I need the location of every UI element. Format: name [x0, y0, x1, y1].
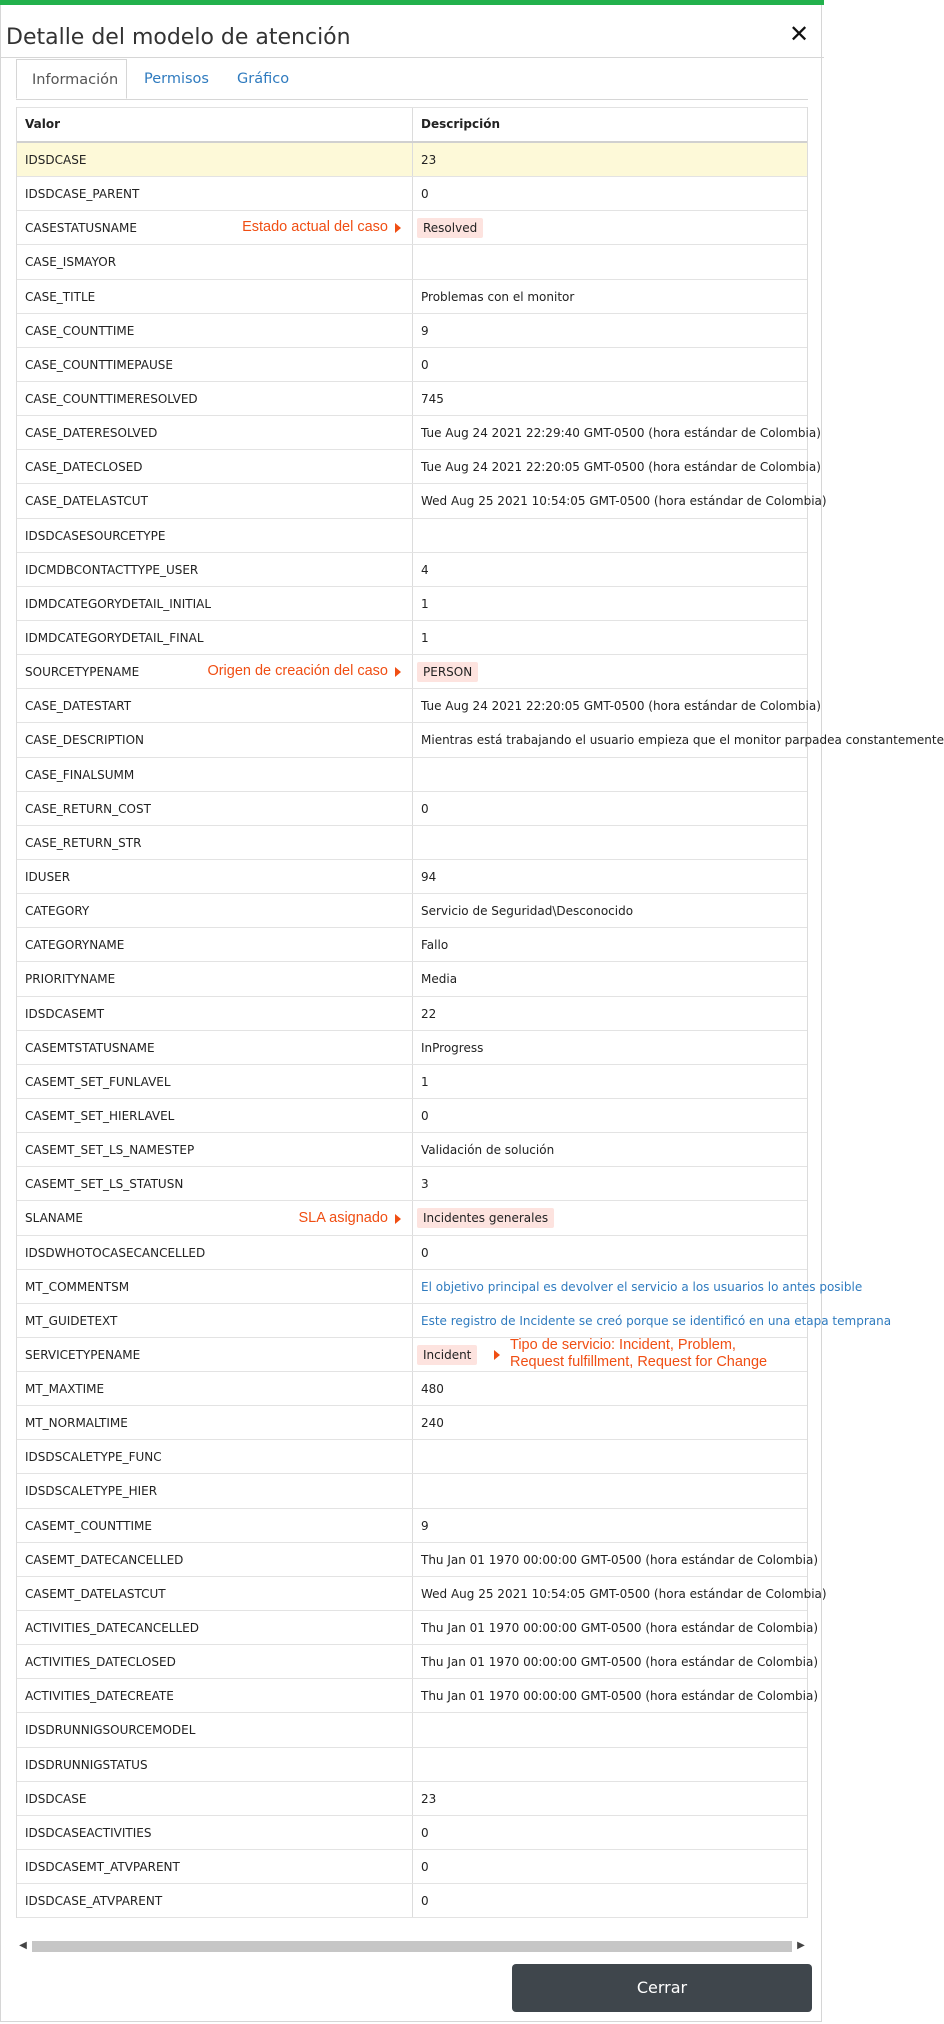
field-value-cell: Wed Aug 25 2021 10:54:05 GMT-0500 (hora estándar de Colombia)	[421, 494, 827, 509]
field-value-cell: 0	[421, 1245, 429, 1260]
field-name-cell: IDSDSCALETYPE_HIER	[17, 1474, 413, 1507]
field-name-cell: CASE_COUNTTIMEPAUSE	[17, 348, 413, 381]
table-row[interactable]	[17, 1884, 807, 1918]
scrollbar-track[interactable]	[32, 1941, 792, 1952]
field-value-cell: 480	[421, 1382, 444, 1397]
field-name-cell: CASEMTSTATUSNAME	[17, 1031, 413, 1064]
header-divider	[0, 57, 824, 58]
field-value-cell: Fallo	[421, 938, 449, 953]
table-row[interactable]	[17, 689, 821, 723]
field-value-cell: Thu Jan 01 1970 00:00:00 GMT-0500 (hora estándar de Colombia)	[421, 1689, 819, 1704]
field-value-cell: El objetivo principal es devolver el servicio a los usuarios lo antes posible	[421, 1279, 863, 1294]
table-row[interactable]	[17, 1065, 807, 1099]
field-name-cell: CASE_DATERESOLVED	[17, 416, 413, 449]
column-header-valor[interactable]: Valor	[17, 108, 413, 141]
table-row[interactable]	[17, 1406, 807, 1440]
annotation-arrow-icon	[494, 1350, 500, 1360]
annotation-arrow-icon	[395, 667, 401, 677]
table-row[interactable]	[17, 348, 807, 382]
table-row[interactable]	[17, 1372, 807, 1406]
field-value-cell: 9	[421, 323, 429, 338]
field-name-cell: CASEMT_DATELASTCUT	[17, 1577, 413, 1610]
table-row[interactable]	[17, 211, 807, 245]
highlighted-value: Resolved	[417, 218, 483, 238]
field-value-cell: Mientras está trabajando el usuario empieza que el monitor parpadea constantemente	[421, 733, 944, 748]
field-name-cell: CASEMT_DATECANCELLED	[17, 1543, 413, 1576]
field-value-cell: 0	[421, 1108, 429, 1123]
field-value-cell: 745	[421, 391, 444, 406]
table-row[interactable]	[17, 1509, 807, 1543]
field-name-cell: IDCMDBCONTACTTYPE_USER	[17, 553, 413, 586]
field-name-cell: CASE_RETURN_STR	[17, 826, 413, 859]
field-value-cell: 0	[421, 1825, 429, 1840]
table-row[interactable]	[17, 519, 807, 553]
field-value-cell	[413, 245, 807, 278]
field-name-cell: IDMDCATEGORYDETAIL_INITIAL	[17, 587, 413, 620]
field-value-cell: Tue Aug 24 2021 22:20:05 GMT-0500 (hora estándar de Colombia)	[421, 699, 821, 714]
dialog-title: Detalle del modelo de atención	[6, 25, 351, 50]
field-value-cell	[413, 655, 807, 688]
field-name-cell: CASEMT_COUNTTIME	[17, 1509, 413, 1542]
field-value-cell: Media	[421, 972, 458, 987]
close-icon[interactable]: ✕	[788, 20, 810, 48]
table-row[interactable]	[17, 177, 807, 211]
field-name-cell: CATEGORY	[17, 894, 413, 927]
annotation-label: Request fulfillment, Request for Change	[510, 1354, 768, 1371]
field-name-cell: ACTIVITIES_DATECLOSED	[17, 1645, 413, 1678]
field-name-cell: SERVICETYPENAME	[17, 1338, 413, 1371]
table-row[interactable]	[17, 1474, 807, 1508]
field-name-cell: ACTIVITIES_DATECANCELLED	[17, 1611, 413, 1644]
field-value-cell	[413, 1713, 807, 1746]
field-name-cell: CASE_RETURN_COST	[17, 792, 413, 825]
field-name-cell: MT_COMMENTSM	[17, 1270, 413, 1303]
table-row[interactable]	[17, 792, 807, 826]
field-value-cell: 1	[421, 596, 429, 611]
grid-body	[17, 143, 944, 1918]
dialog-header	[0, 5, 824, 57]
field-value-cell: Este registro de Incidente se creó porque se identificó en una etapa temprana	[421, 1313, 892, 1328]
annotation-label: Tipo de servicio: Incident, Problem,	[510, 1337, 736, 1354]
highlighted-value: Incidentes generales	[417, 1208, 554, 1228]
field-name-cell: CASE_FINALSUMM	[17, 758, 413, 791]
field-value-cell	[413, 1201, 807, 1234]
table-row[interactable]	[17, 1031, 807, 1065]
field-name-cell: IDSDCASESOURCETYPE	[17, 519, 413, 552]
field-value-cell: Thu Jan 01 1970 00:00:00 GMT-0500 (hora estándar de Colombia)	[421, 1655, 819, 1670]
field-value-cell	[413, 1440, 807, 1473]
tab-permisos[interactable]: Permisos	[144, 71, 209, 87]
table-row[interactable]	[17, 1270, 863, 1304]
horizontal-scrollbar[interactable]	[16, 1938, 808, 1954]
table-row[interactable]	[17, 1782, 807, 1816]
table-row[interactable]	[17, 1304, 892, 1338]
field-name-cell: IDMDCATEGORYDETAIL_FINAL	[17, 621, 413, 654]
field-value-cell: 22	[421, 1006, 437, 1021]
field-name-cell: IDSDCASE	[17, 143, 413, 176]
field-value-cell	[413, 758, 807, 791]
table-row[interactable]	[17, 1440, 807, 1474]
field-name-cell: CASE_DATELASTCUT	[17, 484, 413, 517]
table-row[interactable]	[17, 1133, 807, 1167]
table-row[interactable]	[17, 1645, 819, 1679]
field-name-cell: ACTIVITIES_DATECREATE	[17, 1679, 413, 1712]
field-value-cell: 0	[421, 801, 429, 816]
field-value-cell: Tue Aug 24 2021 22:20:05 GMT-0500 (hora estándar de Colombia)	[421, 460, 821, 475]
field-value-cell: Validación de solución	[421, 1143, 555, 1158]
field-value-cell: Servicio de Seguridad\Desconocido	[421, 904, 634, 919]
details-grid	[16, 107, 944, 1918]
field-value-cell: Wed Aug 25 2021 10:54:05 GMT-0500 (hora estándar de Colombia)	[421, 1586, 827, 1601]
field-value-cell: 0	[421, 357, 429, 372]
table-row[interactable]	[17, 1816, 807, 1850]
table-row[interactable]	[17, 894, 807, 928]
close-button[interactable]: Cerrar	[512, 1964, 812, 2012]
field-value-cell: Thu Jan 01 1970 00:00:00 GMT-0500 (hora estándar de Colombia)	[421, 1621, 819, 1636]
annotation-arrow-icon	[395, 223, 401, 233]
highlighted-value: PERSON	[417, 662, 478, 682]
field-name-cell: MT_NORMALTIME	[17, 1406, 413, 1439]
field-name-cell: CASE_DATECLOSED	[17, 450, 413, 483]
field-name-cell: IDSDCASE_ATVPARENT	[17, 1884, 413, 1917]
tab-divider	[16, 99, 808, 100]
field-value-cell: InProgress	[421, 1040, 484, 1055]
field-name-cell: CASEMT_SET_HIERLAVEL	[17, 1099, 413, 1132]
field-value-cell: 0	[421, 187, 429, 202]
table-row[interactable]	[17, 1748, 807, 1782]
table-row[interactable]	[17, 1611, 819, 1645]
field-name-cell: CASE_ISMAYOR	[17, 245, 413, 278]
tab-bar	[16, 59, 808, 99]
field-value-cell	[413, 211, 807, 244]
field-value-cell: 0	[421, 1860, 429, 1875]
field-value-cell: 4	[421, 562, 429, 577]
field-value-cell: Thu Jan 01 1970 00:00:00 GMT-0500 (hora estándar de Colombia)	[421, 1552, 819, 1567]
field-value-cell	[413, 1474, 807, 1507]
highlighted-value: Incident	[417, 1345, 477, 1365]
field-name-cell: CASE_TITLE	[17, 280, 413, 313]
field-name-cell: IDSDSCALETYPE_FUNC	[17, 1440, 413, 1473]
field-name-cell: CASE_COUNTTIMERESOLVED	[17, 382, 413, 415]
field-name-cell: IDSDCASEMT_ATVPARENT	[17, 1850, 413, 1883]
table-row[interactable]	[17, 484, 827, 518]
field-name-cell: IDSDCASE	[17, 1782, 413, 1815]
field-value-cell: 94	[421, 869, 437, 884]
field-name-cell: IDSDCASEMT	[17, 997, 413, 1030]
table-row[interactable]	[17, 143, 807, 177]
field-value-cell: 0	[421, 1894, 429, 1909]
table-row[interactable]	[17, 1543, 819, 1577]
scroll-left-icon[interactable]: ◀	[19, 1940, 27, 1951]
field-value-cell: 3	[421, 1177, 429, 1192]
field-name-cell: IDSDCASEACTIVITIES	[17, 1816, 413, 1849]
field-value-cell: 240	[421, 1416, 444, 1431]
field-name-cell: IDSDRUNNIGSTATUS	[17, 1748, 413, 1781]
table-row[interactable]	[17, 1201, 807, 1235]
field-name-cell: CASE_COUNTTIME	[17, 314, 413, 347]
table-row[interactable]	[17, 860, 807, 894]
table-row[interactable]	[17, 382, 807, 416]
scrollbar-thumb[interactable]	[32, 1941, 792, 1952]
field-name-cell: IDSDWHOTOCASECANCELLED	[17, 1236, 413, 1269]
field-value-cell: 23	[421, 1791, 437, 1806]
field-name-cell: MT_MAXTIME	[17, 1372, 413, 1405]
table-row[interactable]	[17, 1099, 807, 1133]
table-row[interactable]	[17, 1713, 807, 1747]
field-value-cell	[413, 826, 807, 859]
tab-grafico[interactable]: Gráfico	[237, 71, 290, 87]
grid-header	[17, 107, 807, 143]
table-row[interactable]	[17, 997, 807, 1031]
table-row[interactable]	[17, 723, 944, 757]
annotation-arrow-icon	[395, 1214, 401, 1224]
field-name-cell: CASEMT_SET_LS_STATUSN	[17, 1167, 413, 1200]
tab-informacion[interactable]: Información	[16, 59, 127, 99]
field-name-cell: IDSDRUNNIGSOURCEMODEL	[17, 1713, 413, 1746]
field-name-cell: CASE_DATESTART	[17, 689, 413, 722]
field-value-cell: 9	[421, 1518, 429, 1533]
field-name-cell: CASEMT_SET_LS_NAMESTEP	[17, 1133, 413, 1166]
field-name-cell: SLANAME	[17, 1201, 413, 1234]
field-name-cell: CASE_DESCRIPTION	[17, 723, 413, 756]
annotation-label: Estado actual del caso	[242, 219, 388, 236]
field-value-cell: 1	[421, 1074, 429, 1089]
field-name-cell: MT_GUIDETEXT	[17, 1304, 413, 1337]
table-row[interactable]	[17, 1167, 807, 1201]
field-name-cell: CATEGORYNAME	[17, 928, 413, 961]
field-value-cell	[413, 1748, 807, 1781]
table-row[interactable]	[17, 1679, 819, 1713]
field-name-cell: IDSDCASE_PARENT	[17, 177, 413, 210]
table-row[interactable]	[17, 1236, 807, 1270]
table-row[interactable]	[17, 450, 821, 484]
field-value-cell	[413, 519, 807, 552]
table-row[interactable]	[17, 245, 807, 279]
table-row[interactable]	[17, 587, 807, 621]
table-row[interactable]	[17, 928, 807, 962]
field-value-cell: 1	[421, 630, 429, 645]
field-value-cell: 23	[421, 153, 437, 167]
table-row[interactable]	[17, 280, 807, 314]
column-header-descripcion[interactable]: Descripción	[421, 117, 500, 131]
table-row[interactable]	[17, 416, 821, 450]
annotation-label: Origen de creación del caso	[207, 663, 388, 680]
field-value-cell: Problemas con el monitor	[421, 289, 575, 304]
field-name-cell: IDUSER	[17, 860, 413, 893]
table-row[interactable]	[17, 314, 807, 348]
field-value-cell: Tue Aug 24 2021 22:29:40 GMT-0500 (hora estándar de Colombia)	[421, 426, 821, 441]
field-name-cell: CASEMT_SET_FUNLAVEL	[17, 1065, 413, 1098]
table-row[interactable]	[17, 655, 807, 689]
table-row[interactable]	[17, 826, 807, 860]
table-row[interactable]	[17, 758, 807, 792]
field-name-cell: PRIORITYNAME	[17, 962, 413, 995]
table-row[interactable]	[17, 1577, 827, 1611]
field-name-cell: SOURCETYPENAME	[17, 655, 413, 688]
table-row[interactable]	[17, 621, 807, 655]
annotation-label: SLA asignado	[298, 1209, 388, 1226]
table-row[interactable]	[17, 962, 807, 996]
table-row[interactable]	[17, 1850, 807, 1884]
field-name-cell: CASESTATUSNAME	[17, 211, 413, 244]
table-row[interactable]	[17, 553, 807, 587]
scroll-right-icon[interactable]: ▶	[797, 1940, 805, 1951]
